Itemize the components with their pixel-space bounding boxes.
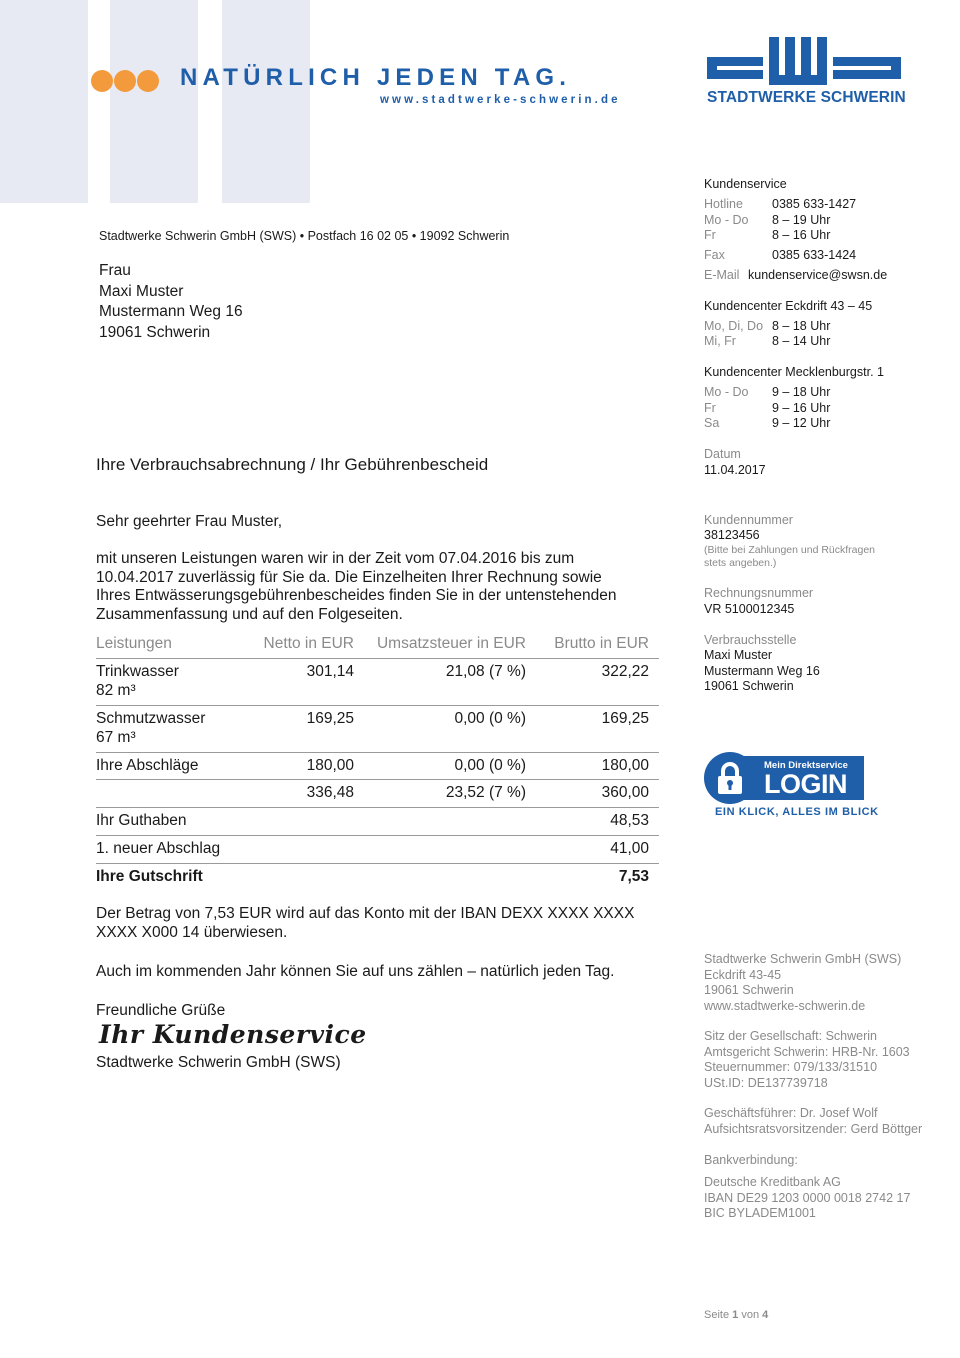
- login-tagline: EIN KLICK, ALLES IM BLICK: [715, 806, 879, 818]
- center1-value: 8 – 18 Uhr: [772, 319, 831, 333]
- row-ust: 0,00 (0 %): [454, 757, 526, 774]
- table-row: [96, 753, 659, 780]
- row-netto: 169,25: [306, 710, 354, 727]
- row-ust: 21,08 (7 %): [445, 663, 526, 680]
- recipient-line: Maxi Muster: [99, 282, 184, 300]
- intro-line: Zusammenfassung und auf den Folgeseiten.: [96, 605, 403, 623]
- row-label: Schmutzwasser: [96, 710, 206, 727]
- center2-label: Fr: [704, 401, 716, 415]
- info-line: Sitz der Gesellschaft: Schwerin: [704, 1029, 877, 1043]
- header-brutto: Brutto in EUR: [554, 635, 649, 652]
- info-line: Steuernummer: 079/133/31510: [704, 1060, 878, 1074]
- recipient-line: Frau: [99, 262, 131, 279]
- intro-line: 10.04.2017 zuverlässig für Sie da. Die Einzelheiten Ihrer Rechnung sowie: [96, 568, 602, 586]
- row-brutto: 169,25: [601, 710, 649, 727]
- row-brutto: 180,00: [601, 757, 649, 774]
- invoice-number-value: VR 5100012345: [704, 602, 795, 616]
- info-line: Aufsichtsratsvorsitzender: Gerd Böttger: [704, 1121, 923, 1136]
- center2-value: 9 – 18 Uhr: [772, 385, 831, 399]
- header-band: [110, 0, 198, 203]
- row-brutto: 322,22: [601, 663, 649, 680]
- service-value: 8 – 16 Uhr: [772, 228, 831, 242]
- website-url[interactable]: www.stadtwerke-schwerin.de: [380, 94, 621, 106]
- row-sublabel: 67 m³: [96, 729, 136, 746]
- site-line: 19061 Schwerin: [704, 679, 794, 693]
- row-ust: 23,52 (7 %): [445, 784, 526, 801]
- service-email[interactable]: kundenservice@swsn.de: [748, 268, 888, 282]
- center2-value: 9 – 16 Uhr: [772, 401, 831, 415]
- salutation: Sehr geehrter Frau Muster,: [96, 513, 283, 530]
- row-label: Ihre Abschläge: [96, 757, 199, 774]
- row-label: Ihr Guthaben: [96, 812, 187, 829]
- table-row: [96, 706, 659, 753]
- row-sublabel: 82 m³: [96, 682, 136, 699]
- row-label: Trinkwasser: [96, 663, 179, 680]
- note-line: stets angeben.): [704, 557, 777, 569]
- customer-number-note: [704, 544, 875, 570]
- intro-paragraph: [96, 550, 666, 624]
- service-label: E-Mail: [704, 268, 740, 282]
- info-line: USt.ID: DE137739718: [704, 1075, 828, 1090]
- center1-label: Mi, Fr: [704, 334, 736, 348]
- page-total: 4: [762, 1309, 769, 1321]
- date-label: Datum: [704, 447, 741, 461]
- service-value: 8 – 19 Uhr: [772, 213, 831, 227]
- center1-value: 8 – 14 Uhr: [772, 334, 831, 348]
- table-row-subtotal: [96, 780, 659, 808]
- transfer-paragraph: [96, 905, 666, 942]
- company-website-link[interactable]: www.stadtwerke-schwerin.de: [704, 998, 866, 1013]
- page-prefix: Seite: [704, 1309, 730, 1321]
- info-line: Geschäftsführer: Dr. Josef Wolf: [704, 1106, 878, 1120]
- lock-icon: [716, 761, 744, 795]
- row-netto: 301,14: [306, 663, 354, 680]
- row-netto: 336,48: [306, 784, 354, 801]
- service-value: 0385 633-1424: [772, 248, 857, 262]
- page-number: [704, 1309, 768, 1321]
- info-line: Amtsgericht Schwerin: HRB-Nr. 1603: [704, 1044, 910, 1059]
- row-label: Ihre Gutschrift: [96, 868, 203, 885]
- company-management: [704, 1106, 922, 1137]
- login-badge[interactable]: [704, 752, 864, 804]
- header-band: [222, 0, 310, 203]
- document-subject: Ihre Verbrauchsabrechnung / Ihr Gebührenbescheid: [96, 455, 489, 474]
- row-ust: 0,00 (0 %): [454, 710, 526, 727]
- intro-line: mit unseren Leistungen waren wir in der Zeit vom 07.04.2016 bis zum: [96, 550, 575, 567]
- service-label: Hotline: [704, 197, 743, 211]
- center2-title: Kundencenter Mecklenburgstr. 1: [704, 365, 884, 379]
- site-line: Mustermann Weg 16: [704, 663, 820, 678]
- row-brutto: 41,00: [610, 840, 649, 857]
- intro-line: Ihres Entwässerungsgebührenbescheides finden Sie in der untenstehenden: [96, 587, 617, 604]
- billing-table: [96, 632, 659, 891]
- login-small-label: Mein Direktservice: [764, 760, 848, 771]
- row-netto: 180,00: [306, 757, 354, 774]
- table-row: [96, 659, 659, 706]
- date-value: 11.04.2017: [704, 463, 766, 477]
- info-line: BIC BYLADEM1001: [704, 1206, 816, 1220]
- note-line: (Bitte bei Zahlungen und Rückfragen: [704, 544, 876, 556]
- service-value[interactable]: 0385 633-1427: [772, 197, 857, 211]
- info-line: 19061 Schwerin: [704, 983, 794, 997]
- greeting: Freundliche Grüße: [96, 1002, 226, 1019]
- sender-line: Stadtwerke Schwerin GmbH (SWS) • Postfach 16 02 05 • 19092 Schwerin: [99, 229, 510, 243]
- table-row: [96, 836, 659, 864]
- info-line: Stadtwerke Schwerin GmbH (SWS): [704, 952, 902, 966]
- customer-number-label: Kundennummer: [704, 513, 793, 527]
- header-ust: Umsatzsteuer in EUR: [376, 635, 526, 652]
- center1-title: Kundencenter Eckdrift 43 – 45: [704, 299, 873, 313]
- center2-value: 9 – 12 Uhr: [772, 416, 831, 430]
- sws-logo-icon: [707, 37, 901, 89]
- center2-label: Sa: [704, 416, 720, 430]
- signature-company: Stadtwerke Schwerin GmbH (SWS): [96, 1054, 341, 1071]
- center2-label: Mo - Do: [704, 385, 749, 399]
- consumption-site-address: [704, 648, 820, 695]
- closing-sentence: Auch im kommenden Jahr können Sie auf uns zählen – natürlich jeden Tag.: [96, 963, 615, 980]
- transfer-line: Der Betrag von 7,53 EUR wird auf das Konto mit der IBAN DEXX XXXX XXXX: [96, 905, 635, 922]
- header-leistungen: Leistungen: [96, 635, 172, 652]
- info-line: Eckdrift 43-45: [704, 967, 782, 982]
- recipient-line: 19061 Schwerin: [99, 323, 211, 341]
- row-label: 1. neuer Abschlag: [96, 840, 221, 857]
- service-label: Mo - Do: [704, 213, 749, 227]
- row-brutto: 48,53: [610, 812, 649, 829]
- page-current: 1: [732, 1309, 739, 1321]
- page-middle: von: [741, 1309, 760, 1321]
- table-row-total: [96, 864, 659, 891]
- bank-title: Bankverbindung:: [704, 1153, 798, 1167]
- row-brutto: 360,00: [601, 784, 649, 801]
- consumption-site-label: Verbrauchsstelle: [704, 633, 797, 647]
- header-band: [0, 0, 88, 203]
- recipient-address: [99, 261, 243, 343]
- table-row: [96, 808, 659, 836]
- header-netto: Netto in EUR: [263, 635, 354, 652]
- site-line: Maxi Muster: [704, 648, 773, 662]
- service-label: Fax: [704, 248, 725, 262]
- customer-number-value: 38123456: [704, 528, 760, 542]
- login-label: LOGIN: [764, 769, 847, 799]
- row-brutto: 7,53: [618, 868, 649, 885]
- info-line: Deutsche Kreditbank AG: [704, 1175, 841, 1189]
- company-legal: [704, 1029, 910, 1091]
- service-label: Fr: [704, 228, 716, 242]
- info-line: IBAN DE29 1203 0000 0018 2742 17: [704, 1190, 911, 1205]
- slogan: NATÜRLICH JEDEN TAG.: [180, 64, 572, 91]
- table-header: [96, 632, 659, 659]
- company-address: [704, 952, 901, 1014]
- center1-label: Mo, Di, Do: [704, 319, 764, 333]
- recipient-line: Mustermann Weg 16: [99, 303, 243, 320]
- logo-wordmark: STADTWERKE SCHWERIN: [707, 89, 906, 106]
- invoice-number-label: Rechnungsnummer: [704, 586, 814, 600]
- service-title: Kundenservice: [704, 177, 787, 191]
- signature: Ihr Kundenservice: [99, 1020, 367, 1049]
- bank-details: [704, 1175, 910, 1222]
- transfer-line: XXXX X000 14 überwiesen.: [96, 923, 288, 941]
